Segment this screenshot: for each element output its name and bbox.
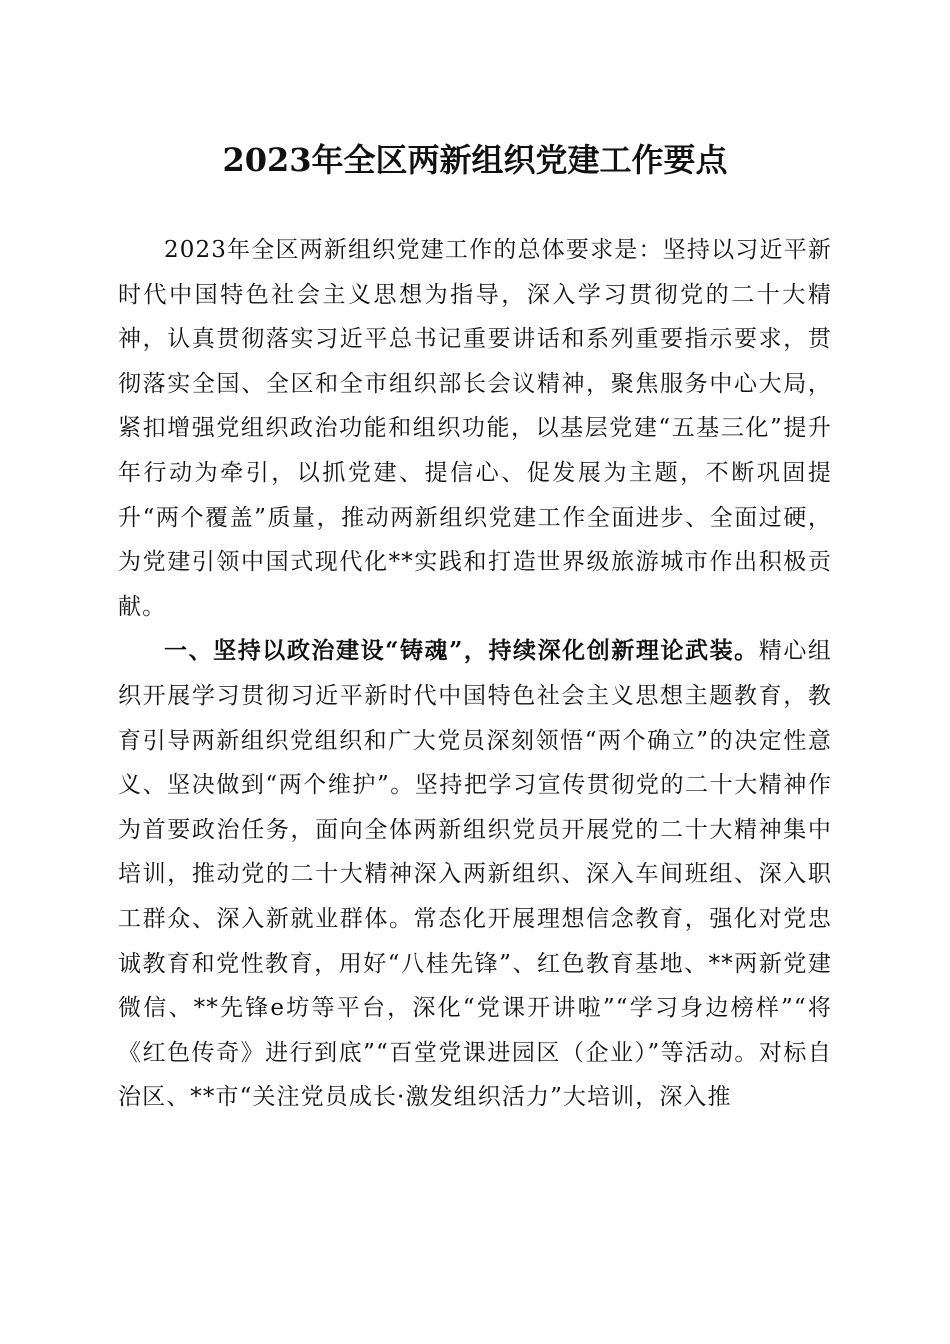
document-body: [118, 228, 832, 1120]
section-heading: 一、坚持以政治建设“铸魂”，持续深化创新理论武装。: [164, 637, 759, 665]
paragraph-text: 2023年全区两新组织党建工作的总体要求是：坚持以习近平新时代中国特色社会主义思想为指导，深入学习贯彻党的二十大精神，认真贯彻落实习近平总书记重要讲话和系列重要指示要求，贯彻落实全国、全区和全市组织部长会议精神，聚焦服务中心大局，紧扣增强党组织政治功能和组织功能，以基层党建“五基三化”提升年行动为牵引，以抓党建、提信心、促发展为主题，不断巩固提升“两个覆盖”质量，推动两新组织党建工作全面进步、全面过硬，为党建引领中国式现代化**实践和打造世界级旅游城市作出积极贡献。: [118, 237, 832, 620]
paragraph-text: 精心组织开展学习贯彻习近平新时代中国特色社会主义思想主题教育，教育引导两新组织党组织和广大党员深刻领悟“两个确立”的决定性意义、坚决做到“两个维护”。坚持把学习宣传贯彻党的二十大精神作为首要政治任务，面向全体两新组织党员开展党的二十大精神集中培训，推动党的二十大精神深入两新组织、深入车间班组、深入职工群众、深入新就业群体。常态化开展理想信念教育，强化对党忠诚教育和党性教育，用好“八桂先锋”、红色教育基地、**两新党建微信、**先锋e坊等平台，深化“党课开讲啦”“学习身边榜样”“将《红色传奇》进行到底”“百堂党课进园区（企业）”等活动。对标自治区、**市“关注党员成长·激发组织活力”大培训，深入推: [118, 638, 832, 1111]
paragraph-intro: [118, 228, 832, 629]
paragraph-section-1: [118, 629, 832, 1120]
document-title: 2023年全区两新组织党建工作要点: [222, 141, 728, 179]
